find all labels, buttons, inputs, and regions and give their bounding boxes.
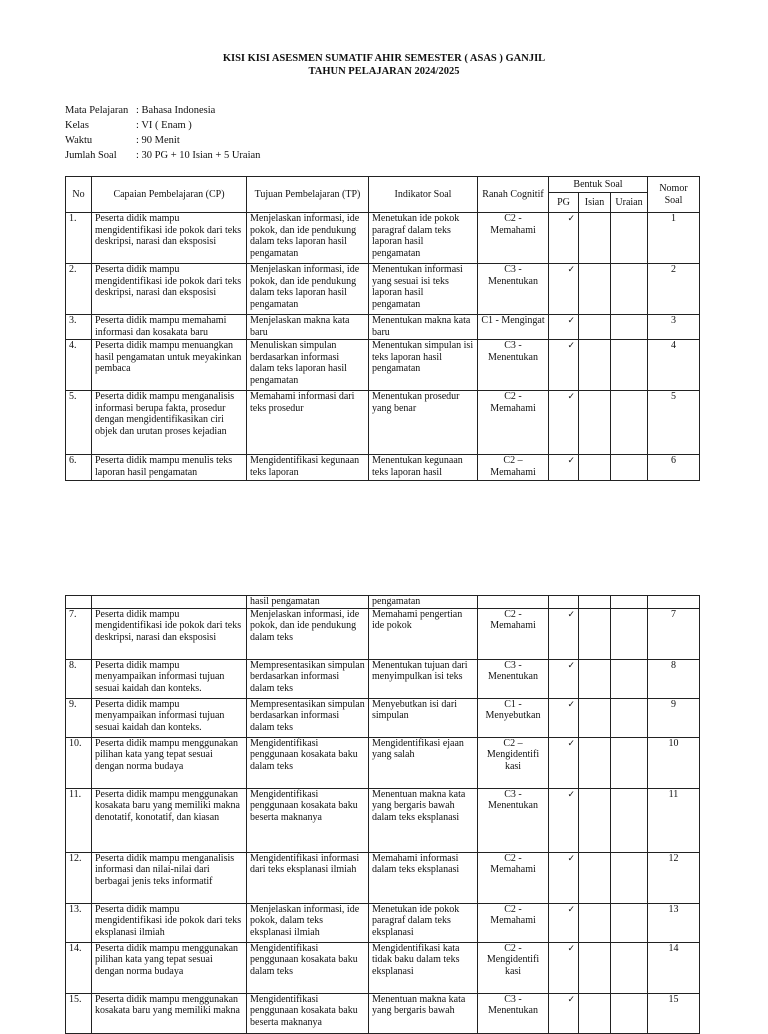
meta-label: Waktu	[65, 135, 93, 146]
header-nomor-soal: Nomor Soal	[648, 177, 700, 213]
cell-isian	[579, 340, 611, 391]
table-row	[66, 659, 700, 698]
cell-ranah: C2 - Memahami	[478, 903, 549, 942]
cell-ranah: C2 – Mengidentifi kasi	[478, 737, 549, 788]
cell-ranah: C3 - Menentukan	[478, 340, 549, 391]
cell-ranah: C3 - Menentukan	[478, 659, 549, 698]
table-row	[66, 391, 700, 455]
table-cell	[611, 596, 648, 609]
cell-ranah: C2 - Memahami	[478, 852, 549, 903]
header-ranah: Ranah Cognitif	[478, 177, 549, 213]
cell-nomor: 13	[648, 903, 700, 942]
cell-tp: Mengidentifikasi penggunaan kosakata baku beserta maknanya	[247, 788, 369, 852]
cell-cp: Peserta didik mampu menuangkan hasil pengamatan untuk meyakinkan pembaca	[92, 340, 247, 391]
cell-pg-check: ✓	[549, 340, 579, 391]
cell-cp: Peserta didik mampu menyampaikan informasi tujuan sesuai kaidah dan konteks.	[92, 659, 247, 698]
cell-uraian	[611, 737, 648, 788]
header-pg: PG	[549, 193, 579, 213]
cell-nomor: 11	[648, 788, 700, 852]
table-row	[66, 213, 700, 264]
cell-tp: Menjelaskan informasi, ide pokok, dan ide pendukung dalam teks laporan hasil pengamatan	[247, 213, 369, 264]
cell-uraian	[611, 264, 648, 315]
cell-nomor: 2	[648, 264, 700, 315]
cell-pg-check: ✓	[549, 391, 579, 455]
cell-indikator: Mengidentifikasi kata tidak baku dalam teks eksplanasi	[369, 942, 478, 993]
table-cell	[92, 596, 247, 609]
cell-tp: Mempresentasikan simpulan berdasarkan informasi dalam teks	[247, 698, 369, 737]
kisi-table-part-1	[65, 176, 700, 481]
cell-ranah: C2 - Mengidentifi kasi	[478, 942, 549, 993]
cell-cp: Peserta didik mampu memahami informasi dan kosakata baru	[92, 315, 247, 340]
cell-pg-check: ✓	[549, 455, 579, 481]
cell-no: 14.	[66, 942, 92, 993]
cell-uraian	[611, 659, 648, 698]
cell-uraian	[611, 993, 648, 1033]
cell-indikator: pengamatan	[369, 596, 478, 609]
cell-ranah: C3 - Menentukan	[478, 788, 549, 852]
cell-nomor: 8	[648, 659, 700, 698]
cell-cp: Peserta didik mampu menyampaikan informasi tujuan sesuai kaidah dan konteks.	[92, 698, 247, 737]
cell-cp: Peserta didik mampu mengidentifikasi ide pokok dari teks deskripsi, narasi dan eksposisi	[92, 213, 247, 264]
meta-label: Mata Pelajaran	[65, 105, 129, 116]
cell-uraian	[611, 608, 648, 659]
header-tp: Tujuan Pembelajaran (TP)	[247, 177, 369, 213]
cell-nomor: 6	[648, 455, 700, 481]
cell-isian	[579, 391, 611, 455]
cell-tp: Menuliskan simpulan berdasarkan informasi dalam teks laporan hasil pengamatan	[247, 340, 369, 391]
cell-pg-check: ✓	[549, 698, 579, 737]
table-cell	[648, 596, 700, 609]
cell-nomor: 3	[648, 315, 700, 340]
cell-ranah: C3 - Menentukan	[478, 264, 549, 315]
cell-indikator: Mengidentifikasi ejaan yang salah	[369, 737, 478, 788]
cell-cp: Peserta didik mampu menganalisis informasi berupa fakta, prosedur dengan mengidentifikasikan ciri objek dan urutan proses kejadian	[92, 391, 247, 455]
table-row	[66, 993, 700, 1033]
header-uraian: Uraian	[611, 193, 648, 213]
cell-tp: Memahami informasi dari teks prosedur	[247, 391, 369, 455]
cell-indikator: Menentukan makna kata baru	[369, 315, 478, 340]
cell-no: 15.	[66, 993, 92, 1033]
document-subtitle: TAHUN PELAJARAN 2024/2025	[308, 66, 460, 77]
cell-pg-check: ✓	[549, 315, 579, 340]
table-row	[66, 608, 700, 659]
cell-pg-check: ✓	[549, 993, 579, 1033]
table-row	[66, 737, 700, 788]
meta-info	[65, 103, 260, 163]
cell-cp: Peserta didik mampu mengidentifikasi ide pokok dari teks deskripsi, narasi dan eksposisi	[92, 608, 247, 659]
cell-tp: Mengidentifikasi informasi dari teks eksplanasi ilmiah	[247, 852, 369, 903]
header-cp: Capaian Pembelajaran (CP)	[92, 177, 247, 213]
cell-isian	[579, 852, 611, 903]
cell-no: 5.	[66, 391, 92, 455]
cell-no: 6.	[66, 455, 92, 481]
cell-no: 3.	[66, 315, 92, 340]
cell-nomor: 10	[648, 737, 700, 788]
cell-isian	[579, 213, 611, 264]
cell-isian	[579, 608, 611, 659]
cell-pg-check: ✓	[549, 942, 579, 993]
cell-uraian	[611, 852, 648, 903]
document-title: KISI KISI ASESMEN SUMATIF AHIR SEMESTER ( ASAS ) GANJIL	[222, 53, 546, 64]
cell-nomor: 12	[648, 852, 700, 903]
cell-nomor: 5	[648, 391, 700, 455]
cell-cp: Peserta didik mampu menggunakan pilihan kata yang tepat sesuai dengan norma budaya	[92, 942, 247, 993]
cell-no: 8.	[66, 659, 92, 698]
cell-tp: Mempresentasikan simpulan berdasarkan informasi dalam teks	[247, 659, 369, 698]
cell-no: 11.	[66, 788, 92, 852]
cell-indikator: Menetukan ide pokok paragraf dalam teks laporan hasil pengamatan	[369, 213, 478, 264]
cell-ranah: C2 – Memahami	[478, 455, 549, 481]
cell-indikator: Memahami pengertian ide pokok	[369, 608, 478, 659]
table-row	[66, 315, 700, 340]
cell-nomor: 9	[648, 698, 700, 737]
cell-indikator: Menentukan prosedur yang benar	[369, 391, 478, 455]
cell-cp: Peserta didik mampu menggunakan kosakata baru yang memiliki makna	[92, 993, 247, 1033]
meta-value: : VI ( Enam )	[136, 120, 192, 131]
meta-value: : 30 PG + 10 Isian + 5 Uraian	[136, 150, 261, 161]
table-row	[66, 340, 700, 391]
cell-pg-check: ✓	[549, 659, 579, 698]
cell-no: 13.	[66, 903, 92, 942]
kisi-table-part-2	[65, 595, 700, 1034]
meta-row	[65, 133, 260, 148]
cell-uraian	[611, 315, 648, 340]
cell-uraian	[611, 942, 648, 993]
table-cell	[66, 596, 92, 609]
cell-nomor: 4	[648, 340, 700, 391]
cell-pg-check: ✓	[549, 788, 579, 852]
cell-isian	[579, 455, 611, 481]
cell-isian	[579, 788, 611, 852]
cell-ranah: C1 - Menyebutkan	[478, 698, 549, 737]
meta-row	[65, 148, 260, 163]
cell-cp: Peserta didik mampu mengidentifikasi ide pokok dari teks deskripsi, narasi dan eksposisi	[92, 264, 247, 315]
cell-no: 4.	[66, 340, 92, 391]
cell-isian	[579, 698, 611, 737]
cell-uraian	[611, 903, 648, 942]
cell-indikator: Menentuan makna kata yang bergaris bawah	[369, 993, 478, 1033]
cell-isian	[579, 942, 611, 993]
cell-no: 2.	[66, 264, 92, 315]
cell-tp: Mengidentifikasi penggunaan kosakata baku dalam teks	[247, 942, 369, 993]
meta-value: : 90 Menit	[136, 135, 180, 146]
header-isian: Isian	[579, 193, 611, 213]
cell-cp: Peserta didik mampu menulis teks laporan hasil pengamatan	[92, 455, 247, 481]
cell-uraian	[611, 340, 648, 391]
cell-tp: hasil pengamatan	[247, 596, 369, 609]
cell-nomor: 15	[648, 993, 700, 1033]
table-row	[66, 264, 700, 315]
cell-pg-check: ✓	[549, 264, 579, 315]
cell-tp: Menjelaskan informasi, ide pokok, dan ide pendukung dalam teks	[247, 608, 369, 659]
cell-isian	[579, 659, 611, 698]
cell-uraian	[611, 455, 648, 481]
cell-tp: Mengidentifikasi penggunaan kosakata baku beserta maknanya	[247, 993, 369, 1033]
cell-uraian	[611, 213, 648, 264]
cell-indikator: Menentukan simpulan isi teks laporan hasil pengamatan	[369, 340, 478, 391]
cell-uraian	[611, 391, 648, 455]
table-cell	[579, 596, 611, 609]
cell-ranah: C2 - Memahami	[478, 391, 549, 455]
table-cell	[478, 596, 549, 609]
cell-tp: Menjelaskan informasi, ide pokok, dalam teks eksplanasi ilmiah	[247, 903, 369, 942]
cell-no: 1.	[66, 213, 92, 264]
cell-pg-check: ✓	[549, 737, 579, 788]
cell-indikator: Menentuan makna kata yang bergaris bawah dalam teks eksplanasi	[369, 788, 478, 852]
cell-ranah: C2 - Memahami	[478, 608, 549, 659]
cell-indikator: Memahami informasi dalam teks eksplanasi	[369, 852, 478, 903]
cell-nomor: 7	[648, 608, 700, 659]
header-indikator: Indikator Soal	[369, 177, 478, 213]
meta-row	[65, 118, 260, 133]
table-header-row	[66, 177, 700, 193]
cell-isian	[579, 993, 611, 1033]
cell-pg-check: ✓	[549, 903, 579, 942]
table-row	[66, 903, 700, 942]
cell-tp: Menjelaskan informasi, ide pokok, dan ide pendukung dalam teks laporan hasil pengamatan	[247, 264, 369, 315]
cell-no: 12.	[66, 852, 92, 903]
cell-uraian	[611, 788, 648, 852]
cell-no: 7.	[66, 608, 92, 659]
cell-indikator: Menyebutkan isi dari simpulan	[369, 698, 478, 737]
cell-nomor: 14	[648, 942, 700, 993]
header-no: No	[66, 177, 92, 213]
cell-indikator: Menentukan kegunaan teks laporan hasil	[369, 455, 478, 481]
meta-label: Jumlah Soal	[65, 150, 117, 161]
header-bentuk-soal: Bentuk Soal	[549, 177, 648, 193]
cell-pg-check: ✓	[549, 213, 579, 264]
cell-isian	[579, 264, 611, 315]
cell-ranah: C2 - Memahami	[478, 213, 549, 264]
table-cell	[549, 596, 579, 609]
cell-isian	[579, 315, 611, 340]
table-row	[66, 942, 700, 993]
cell-tp: Mengidentifikasi kegunaan teks laporan	[247, 455, 369, 481]
meta-label: Kelas	[65, 120, 89, 131]
cell-ranah: C3 - Menentukan	[478, 993, 549, 1033]
cell-uraian	[611, 698, 648, 737]
table-row	[66, 455, 700, 481]
cell-indikator: Menentukan tujuan dari menyimpulkan isi teks	[369, 659, 478, 698]
cell-tp: Menjelaskan makna kata baru	[247, 315, 369, 340]
cell-ranah: C1 - Mengingat	[478, 315, 549, 340]
table-row-continuation	[66, 596, 700, 609]
cell-pg-check: ✓	[549, 608, 579, 659]
table-row	[66, 788, 700, 852]
meta-value: : Bahasa Indonesia	[136, 105, 216, 116]
cell-no: 10.	[66, 737, 92, 788]
table-row	[66, 698, 700, 737]
cell-no: 9.	[66, 698, 92, 737]
cell-indikator: Menetukan ide pokok paragraf dalam teks eksplanasi	[369, 903, 478, 942]
table-row	[66, 852, 700, 903]
cell-pg-check: ✓	[549, 852, 579, 903]
cell-cp: Peserta didik mampu mengidentifikasi ide pokok dari teks eksplanasi ilmiah	[92, 903, 247, 942]
cell-tp: Mengidentifikasi penggunaan kosakata baku dalam teks	[247, 737, 369, 788]
cell-isian	[579, 903, 611, 942]
cell-isian	[579, 737, 611, 788]
cell-cp: Peserta didik mampu menganalisis informasi dan nilai-nilai dari berbagai jenis teks informatif	[92, 852, 247, 903]
cell-indikator: Menentukan informasi yang sesuai isi teks laporan hasil pengamatan	[369, 264, 478, 315]
meta-row	[65, 103, 260, 118]
cell-cp: Peserta didik mampu menggunakan kosakata baru yang memiliki makna denotatif, konotatif, dan kiasan	[92, 788, 247, 852]
cell-nomor: 1	[648, 213, 700, 264]
cell-cp: Peserta didik mampu menggunakan pilihan kata yang tepat sesuai dengan norma budaya	[92, 737, 247, 788]
